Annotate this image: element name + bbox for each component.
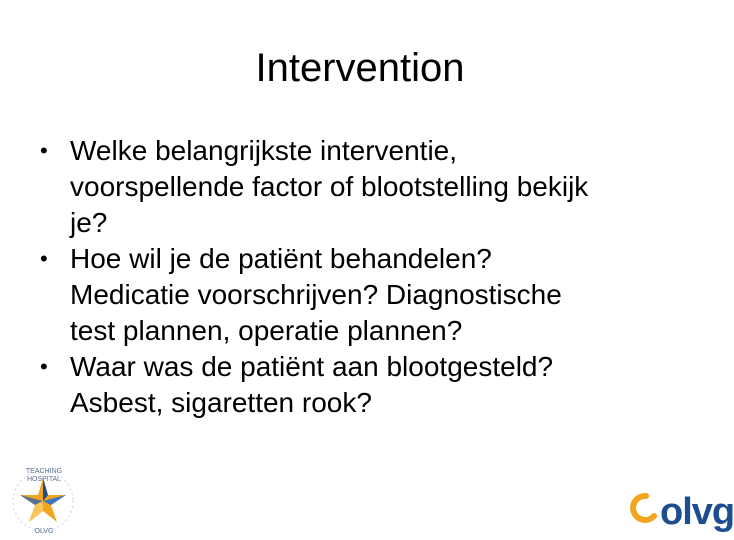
slide-title: Intervention (255, 46, 465, 90)
olvg-wordmark: olvg (660, 491, 734, 533)
bullet-line: je? (70, 207, 108, 238)
bullet-line: Hoe wil je de patiënt behandelen? (70, 243, 492, 274)
bullet-marker: • (40, 138, 48, 163)
bullet-marker: • (40, 354, 48, 379)
bullet-item-2 (40, 241, 700, 349)
bullet-line: Medicatie voorschrijven? Diagnostische (70, 279, 562, 310)
teaching-hospital-bottom-text: OLVG (34, 528, 54, 535)
bullet-line: Welke belangrijkste interventie, (70, 135, 458, 166)
bullet-marker: • (40, 246, 48, 271)
bullet-line: voorspellende factor of blootstelling bekijk (70, 171, 589, 202)
bullet-item-1 (40, 133, 700, 241)
teaching-hospital-text: TEACHING HOSPITAL (25, 468, 63, 483)
bullet-line: test plannen, operatie plannen? (70, 315, 463, 346)
bullet-item-3 (40, 349, 700, 421)
bullet-list (40, 133, 700, 421)
bullet-line: Asbest, sigaretten rook? (70, 387, 372, 418)
bullet-line: Waar was de patiënt aan blootgesteld? (70, 351, 554, 382)
